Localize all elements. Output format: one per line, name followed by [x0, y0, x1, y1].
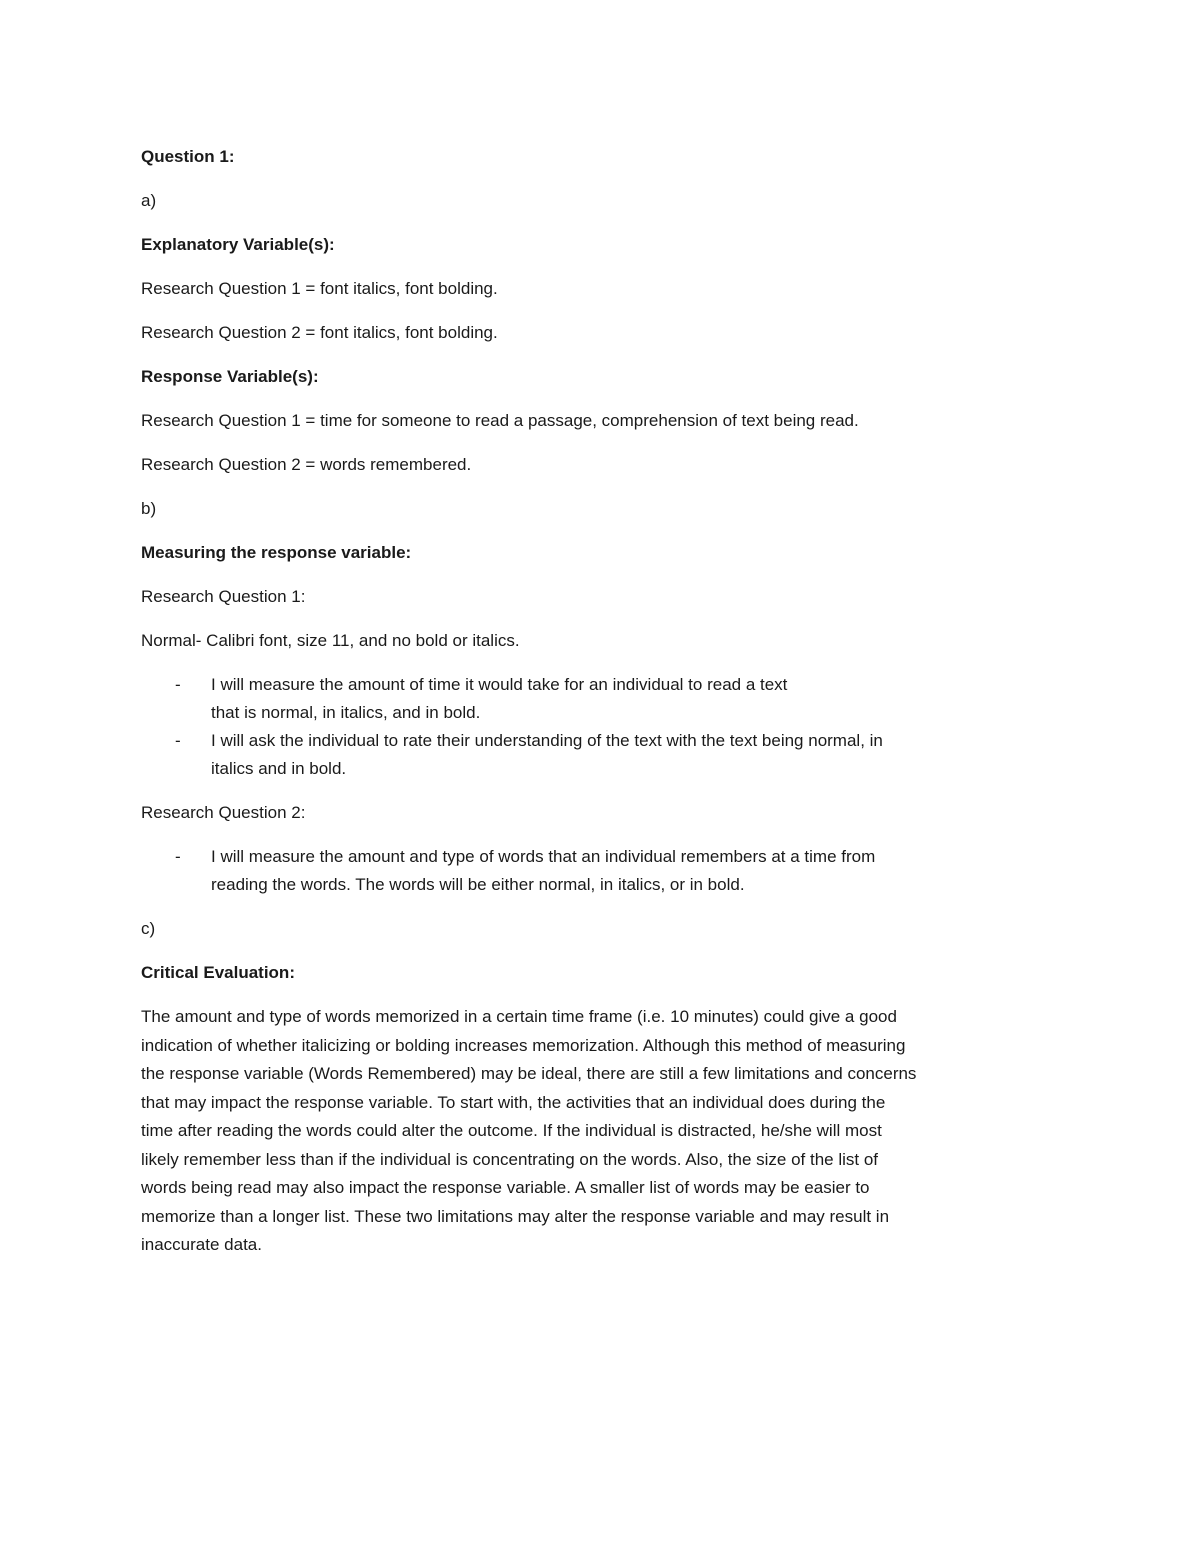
paragraph-line: that may impact the response variable. To start with, the activities that an individual does during the [141, 1092, 886, 1112]
paragraph-line: words being read may also impact the response variable. A smaller list of words may be easier to [141, 1178, 870, 1197]
normal-definition: Normal- Calibri font, size 11, and no bold or italics. [141, 631, 520, 650]
rq1-label: Research Question 1: [141, 587, 306, 606]
part-b-label: b) [141, 499, 157, 518]
bullet-line: that is normal, in italics, and in bold. [211, 703, 481, 722]
bullet-line: I will measure the amount of time it would take for an individual to read a text [211, 675, 788, 694]
response-rq1: Research Question 1 = time for someone to read a passage, comprehension of text being read. [141, 411, 859, 430]
dash-marker: - [175, 847, 181, 866]
list-item [141, 727, 1061, 783]
paragraph-line: the response variable (Words Remembered) may be ideal, there are still a few limitations and concerns [141, 1064, 917, 1083]
document-body [141, 143, 1061, 1260]
explanatory-rq1: Research Question 1 = font italics, font bolding. [141, 279, 498, 298]
paragraph-line: memorize than a longer list. These two limitations may alter the response variable and may result in [141, 1206, 890, 1226]
dash-marker: - [175, 731, 181, 750]
critical-evaluation-heading: Critical Evaluation: [141, 963, 295, 982]
rq1-bullet-list [141, 671, 1061, 783]
paragraph-line: indication of whether italicizing or bolding increases memorization. Although this method of measuring [141, 1035, 906, 1055]
response-rq2: Research Question 2 = words remembered. [141, 455, 472, 474]
paragraph-line: The amount and type of words memorized in a certain time frame (i.e. 10 minutes) could give a good [141, 1007, 897, 1026]
bullet-line: italics and in bold. [211, 759, 347, 778]
part-a-label: a) [141, 191, 157, 210]
explanatory-variables-heading: Explanatory Variable(s): [141, 235, 335, 254]
dash-marker: - [175, 675, 181, 694]
response-variables-heading: Response Variable(s): [141, 367, 319, 386]
paragraph-line: time after reading the words could alter the outcome. If the individual is distracted, he/she will most [141, 1121, 882, 1140]
explanatory-rq2: Research Question 2 = font italics, font bolding. [141, 323, 498, 342]
bullet-line: I will measure the amount and type of words that an individual remembers at a time from [211, 847, 876, 866]
list-item [141, 671, 1061, 727]
bullet-line: I will ask the individual to rate their understanding of the text with the text being normal, in [211, 731, 883, 750]
list-item [141, 843, 1061, 899]
bullet-line: reading the words. The words will be either normal, in italics, or in bold. [211, 875, 745, 894]
critical-evaluation-paragraph [141, 1003, 1061, 1260]
measuring-heading: Measuring the response variable: [141, 543, 412, 562]
paragraph-line: inaccurate data. [141, 1235, 262, 1254]
question-heading: Question 1: [141, 147, 235, 166]
paragraph-line: likely remember less than if the individual is concentrating on the words. Also, the size of the list of [141, 1149, 879, 1169]
rq2-bullet-list [141, 843, 1061, 899]
rq2-label: Research Question 2: [141, 803, 306, 822]
part-c-label: c) [141, 919, 156, 938]
